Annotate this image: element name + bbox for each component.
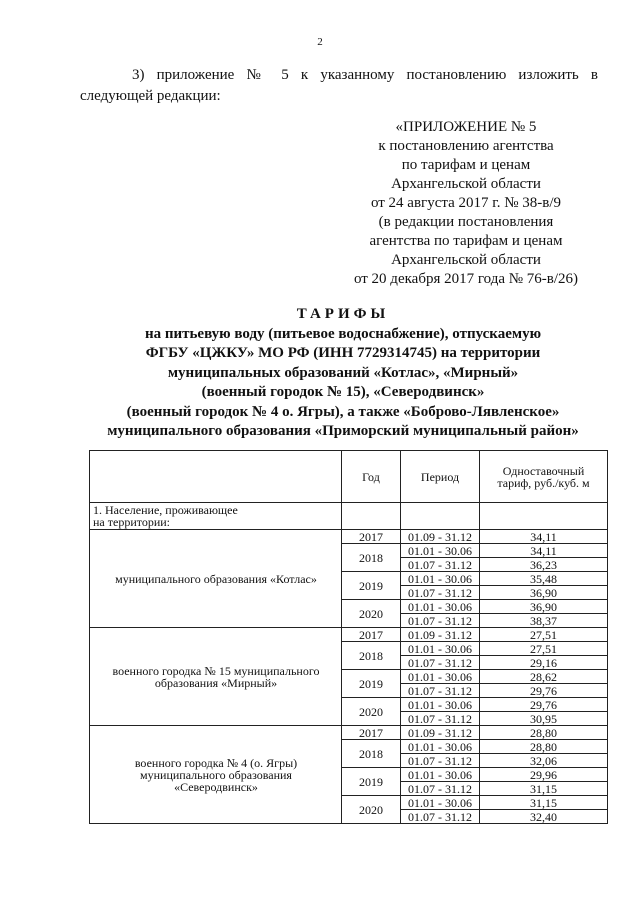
intro-line-1: 3) приложение № 5 к указанному постановлению изложить в (132, 67, 598, 83)
period-cell: 01.01 - 30.06 (401, 642, 480, 656)
period-cell: 01.07 - 31.12 (401, 614, 480, 628)
tariff-cell: 27,51 (480, 642, 608, 656)
annex-line: Архангельской области (391, 176, 541, 192)
header-tariff-line-1: Одноставочный (502, 463, 585, 478)
year-cell: 2019 (342, 768, 401, 796)
tariff-cell: 28,80 (480, 726, 608, 740)
period-cell: 01.01 - 30.06 (401, 768, 480, 782)
annex-header (336, 118, 596, 289)
period-cell: 01.07 - 31.12 (401, 754, 480, 768)
period-cell: 01.01 - 30.06 (401, 670, 480, 684)
year-cell: 2018 (342, 642, 401, 670)
page-number: 2 (317, 36, 323, 48)
period-cell: 01.01 - 30.06 (401, 572, 480, 586)
period-cell: 01.07 - 31.12 (401, 558, 480, 572)
tariff-cell: 34,11 (480, 544, 608, 558)
section-empty-cell (401, 503, 480, 530)
header-tariff (480, 451, 608, 503)
tariff-cell: 28,62 (480, 670, 608, 684)
tariff-cell: 32,40 (480, 810, 608, 824)
period-cell: 01.09 - 31.12 (401, 628, 480, 642)
tariff-table (89, 450, 608, 824)
section-row (90, 503, 608, 530)
period-cell: 01.07 - 31.12 (401, 656, 480, 670)
consumer-line: муниципального образования «Котлас» (115, 571, 317, 586)
consumer-cell (90, 530, 342, 628)
consumer-line: военного городка № 15 муниципального (112, 663, 320, 678)
annex-line: к постановлению агентства (378, 138, 554, 154)
annex-line: агентства по тарифам и ценам (369, 233, 563, 249)
year-cell: 2020 (342, 600, 401, 628)
year-cell: 2017 (342, 530, 401, 544)
tariff-cell: 29,16 (480, 656, 608, 670)
table-header-row (90, 451, 608, 503)
intro-line-2: следующей редакции: (80, 88, 221, 104)
period-cell: 01.01 - 30.06 (401, 740, 480, 754)
tariff-cell: 30,95 (480, 712, 608, 726)
consumer-cell (90, 726, 342, 824)
intro-paragraph (80, 65, 598, 107)
year-cell: 2020 (342, 796, 401, 824)
consumer-line: образования «Мирный» (154, 675, 278, 690)
tariff-cell: 31,15 (480, 782, 608, 796)
table-row (90, 726, 608, 740)
period-cell: 01.01 - 30.06 (401, 698, 480, 712)
period-cell: 01.01 - 30.06 (401, 600, 480, 614)
section-label-line-1: 1. Население, проживающее (93, 503, 238, 517)
consumer-cell (90, 628, 342, 726)
annex-line: «ПРИЛОЖЕНИЕ № 5 (395, 119, 537, 135)
tariff-cell: 36,23 (480, 558, 608, 572)
header-tariff-line-2: тариф, руб./куб. м (497, 475, 590, 490)
consumer-line: «Северодвинск» (174, 779, 258, 794)
year-cell: 2017 (342, 726, 401, 740)
title-line: муниципальных образований «Котлас», «Мирный» (167, 364, 519, 381)
section-empty-cell (342, 503, 401, 530)
year-cell: 2020 (342, 698, 401, 726)
period-cell: 01.01 - 30.06 (401, 544, 480, 558)
year-cell: 2017 (342, 628, 401, 642)
consumer-line: муниципального образования (140, 767, 292, 782)
annex-line: по тарифам и ценам (401, 157, 531, 173)
period-cell: 01.09 - 31.12 (401, 530, 480, 544)
tariff-cell: 34,11 (480, 530, 608, 544)
tariff-cell: 32,06 (480, 754, 608, 768)
tariff-cell: 29,76 (480, 684, 608, 698)
annex-line: от 20 декабря 2017 года № 76-в/26) (353, 271, 579, 287)
tariff-cell: 29,76 (480, 698, 608, 712)
period-cell: 01.07 - 31.12 (401, 782, 480, 796)
title-line: ФГБУ «ЦЖКУ» МО РФ (ИНН 7729314745) на территории (145, 345, 541, 361)
year-cell: 2019 (342, 670, 401, 698)
title-line: муниципального образования «Приморский муниципальный район» (107, 423, 579, 439)
annex-line: (в редакции постановления (378, 214, 554, 230)
annex-line: от 24 августа 2017 г. № 38-в/9 (370, 195, 562, 211)
document-title (60, 305, 626, 442)
consumer-line: военного городка № 4 (о. Ягры) (134, 755, 298, 770)
period-cell: 01.09 - 31.12 (401, 726, 480, 740)
year-cell: 2018 (342, 740, 401, 768)
period-cell: 01.07 - 31.12 (401, 586, 480, 600)
period-cell: 01.07 - 31.12 (401, 712, 480, 726)
section-label (90, 503, 342, 530)
tariff-cell: 28,80 (480, 740, 608, 754)
title-heading: ТАРИФЫ (296, 306, 390, 322)
tariff-cell: 29,96 (480, 768, 608, 782)
period-cell: 01.07 - 31.12 (401, 684, 480, 698)
period-cell: 01.01 - 30.06 (401, 796, 480, 810)
year-cell: 2018 (342, 544, 401, 572)
period-cell: 01.07 - 31.12 (401, 810, 480, 824)
section-empty-cell (480, 503, 608, 530)
title-line: на питьевую воду (питьевое водоснабжение), отпускаемую (144, 325, 542, 342)
annex-line: Архангельской области (391, 252, 541, 268)
tariff-cell: 27,51 (480, 628, 608, 642)
header-period: Период (401, 451, 480, 503)
tariff-cell: 36,90 (480, 600, 608, 614)
tariff-cell: 31,15 (480, 796, 608, 810)
header-year: Год (342, 451, 401, 503)
title-line: (военный городок № 15), «Северодвинск» (201, 384, 485, 400)
tariff-cell: 36,90 (480, 586, 608, 600)
tariff-cell: 35,48 (480, 572, 608, 586)
tariff-cell: 38,37 (480, 614, 608, 628)
title-line: (военный городок № 4 о. Ягры), а также «Боброво-Лявленское» (126, 403, 560, 420)
header-empty-cell (90, 451, 342, 503)
year-cell: 2019 (342, 572, 401, 600)
section-label-line-2: на территории: (93, 515, 171, 529)
table-row (90, 530, 608, 544)
table-row (90, 628, 608, 642)
